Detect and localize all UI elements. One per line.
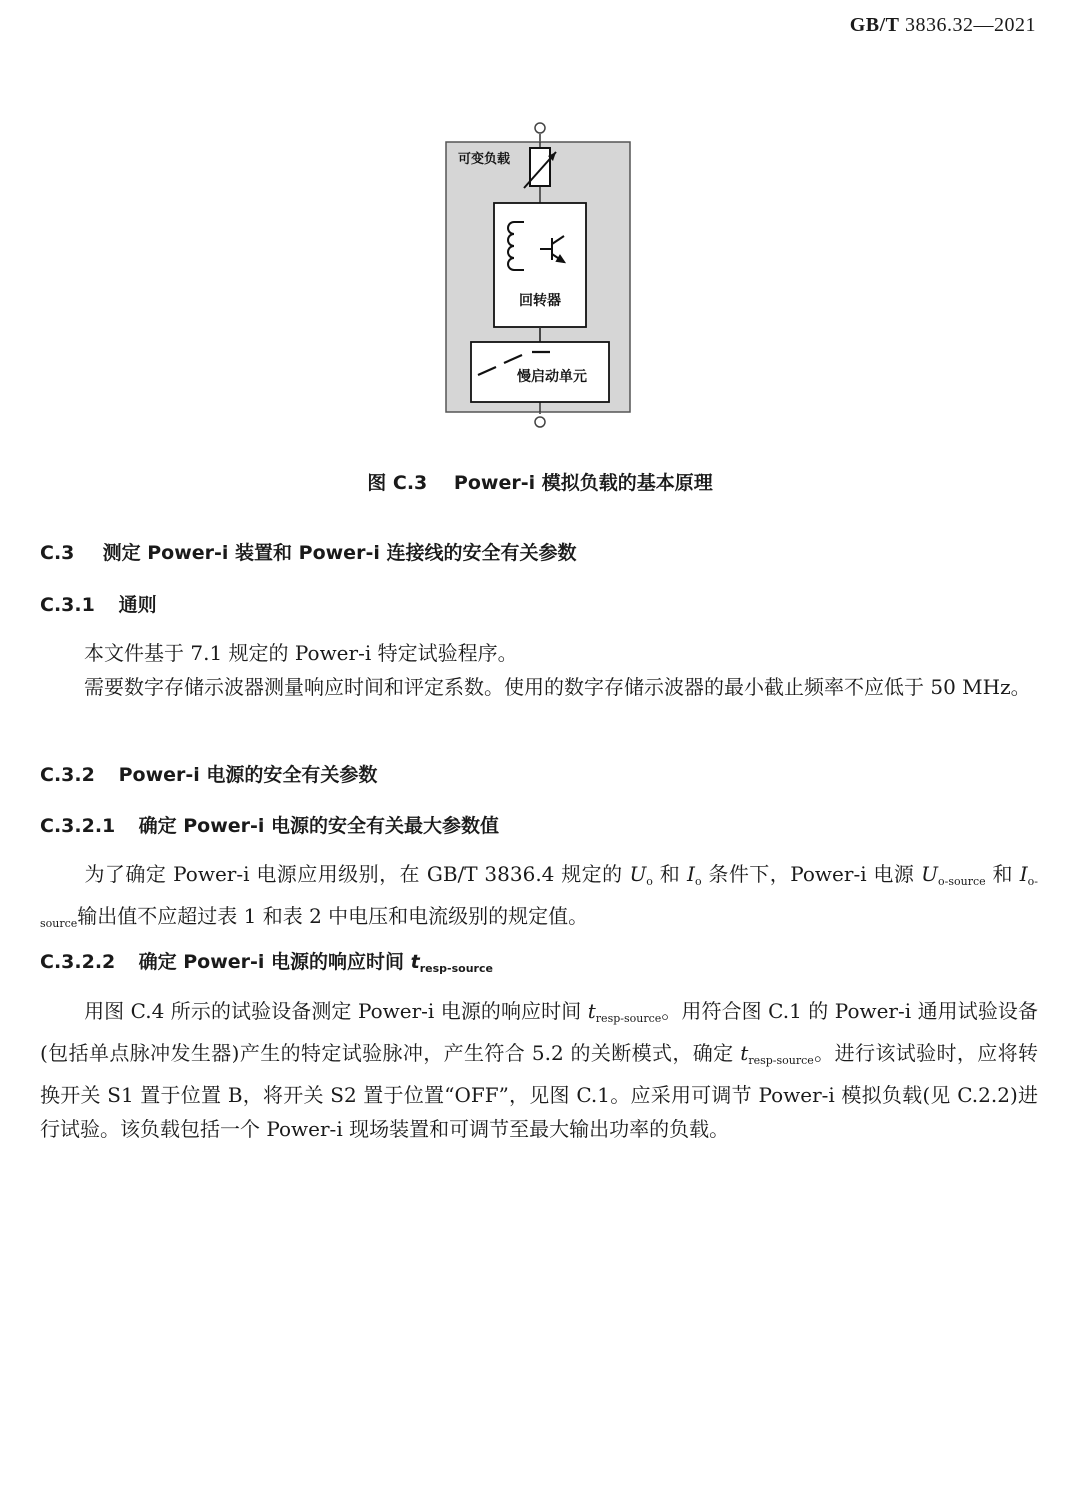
power-i-simulated-load-diagram <box>440 118 636 430</box>
standard-number: 3836.32—2021 <box>905 14 1036 36</box>
paragraph-c322 <box>40 994 1038 1146</box>
figure-number: 图 C.3 <box>367 472 428 494</box>
subscript: o <box>646 875 653 888</box>
text-run: 输出值不应超过表 1 和表 2 中电压和电流级别的规定值。 <box>77 904 589 928</box>
heading-c31 <box>40 590 157 617</box>
symbol-i: I <box>687 862 695 886</box>
heading-number: C.3.2.2 <box>40 951 116 973</box>
subscript: resp-source <box>748 1054 814 1067</box>
heading-c3 <box>40 538 576 565</box>
heading-c322 <box>40 947 493 975</box>
subscript: resp-source <box>419 962 493 975</box>
soft-start-label: 慢启动单元 <box>517 369 587 385</box>
paragraph-c31-2 <box>40 670 1038 704</box>
heading-title: 确定 Power-i 电源的响应时间 <box>138 951 411 973</box>
text-run: 。进行该试验时，应将转换开关 S1 置于位置 B，将开关 S2 置于位置“OFF”，见图 C.1。应采用可调节 Power-i 模拟负载(见 C.2.2)进行试验。该负载包括一个 Power-i 现场装置和可调节至最大输出功率的负载。 <box>40 1041 1039 1141</box>
symbol-u: U <box>921 862 939 886</box>
symbol-i: I <box>1019 862 1028 886</box>
heading-number: C.3.2.1 <box>40 815 116 837</box>
text-run: 和 <box>652 862 688 886</box>
heading-title: 测定 Power-i 装置和 Power-i 连接线的安全有关参数 <box>102 542 577 564</box>
heading-title: 确定 Power-i 电源的安全有关最大参数值 <box>138 815 500 837</box>
heading-c32 <box>40 760 377 787</box>
paragraph-c31-1 <box>40 636 1038 670</box>
variable-load-label: 可变负载 <box>458 152 511 167</box>
symbol-u: U <box>629 862 647 886</box>
standard-code: GB/T <box>849 14 900 36</box>
subscript: o-source <box>938 875 986 888</box>
subscript: resp-source <box>595 1012 662 1025</box>
heading-title: Power-i 电源的安全有关参数 <box>118 764 378 786</box>
top-terminal <box>535 123 545 133</box>
text-run: 。用符合图 C.1 的 Power-i 通用试验设备(包括单点脉冲发生器)产生的特定试验脉冲，产生符合 5.2 的关断模式，确定 <box>40 999 1038 1065</box>
symbol-t: t <box>587 999 596 1023</box>
heading-title: 通则 <box>118 594 157 616</box>
heading-number: C.3.2 <box>40 764 95 786</box>
text-run: 用图 C.4 所示的试验设备测定 Power-i 电源的响应时间 <box>84 999 588 1023</box>
heading-number: C.3 <box>40 542 75 564</box>
text-run: 和 <box>985 862 1020 886</box>
page-header <box>850 14 1036 37</box>
paragraph-text: 需要数字存储示波器测量响应时间和评定系数。使用的数字存储示波器的最小截止频率不应低于 50 MHz。 <box>84 675 1031 699</box>
subscript: o <box>694 875 702 888</box>
text-run: 为了确定 Power-i 电源应用级别，在 GB/T 3836.4 规定的 <box>84 862 630 886</box>
symbol-t: t <box>740 1041 749 1065</box>
heading-number: C.3.1 <box>40 594 95 616</box>
figure-title: Power-i 模拟负载的基本原理 <box>453 472 713 494</box>
heading-c321 <box>40 811 499 838</box>
bottom-terminal <box>535 417 545 427</box>
paragraph-text: 本文件基于 7.1 规定的 Power-i 特定试验程序。 <box>84 641 518 665</box>
text-run: 条件下，Power-i 电源 <box>701 862 922 886</box>
paragraph-c321 <box>40 857 1038 941</box>
subscript: o-source <box>40 875 1039 930</box>
figure-caption <box>0 468 1080 495</box>
gyrator-label: 回转器 <box>519 293 561 309</box>
symbol-t: t <box>410 951 420 973</box>
